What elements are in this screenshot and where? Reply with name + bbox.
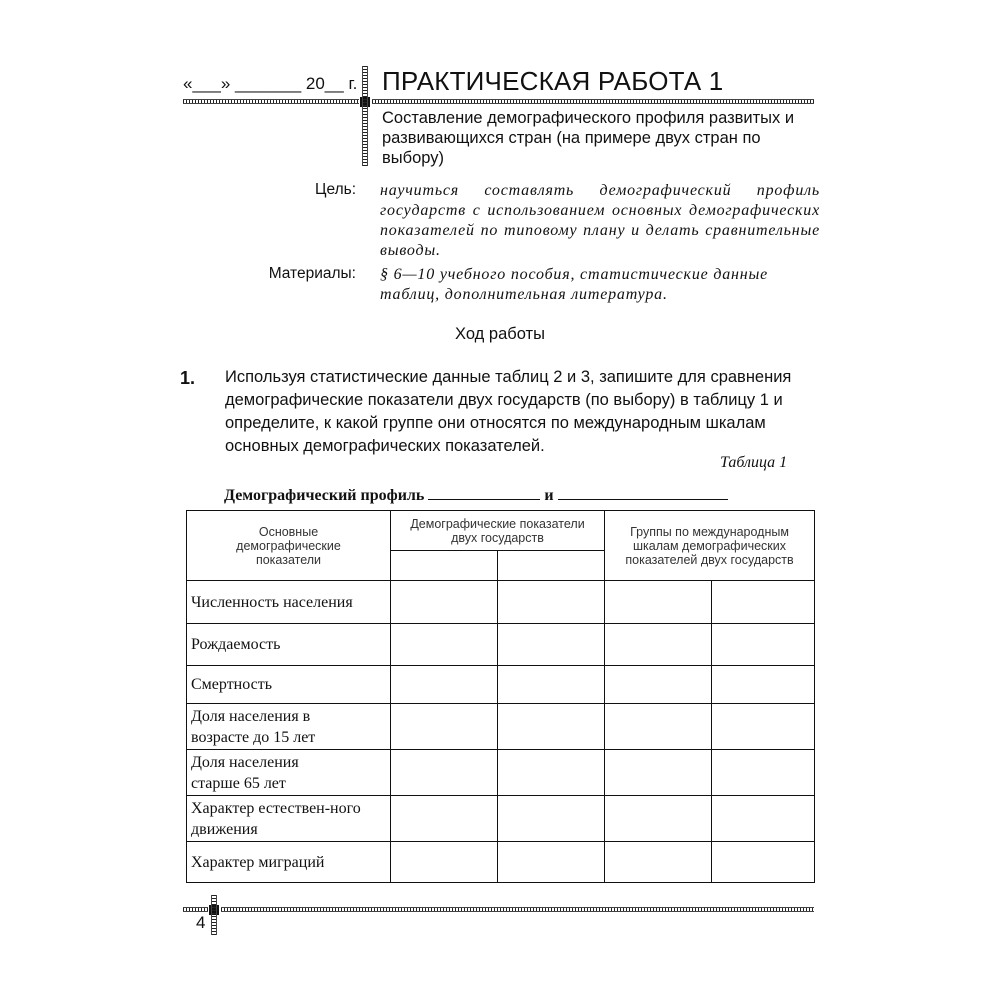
goal-label: Цель: — [315, 181, 356, 198]
footer-rule-right — [221, 907, 814, 912]
task-number: 1. — [180, 368, 196, 388]
footer-vertical-rule — [211, 895, 217, 935]
table-cell[interactable] — [391, 581, 498, 624]
table-cell[interactable] — [605, 581, 712, 624]
table-cell[interactable] — [498, 704, 605, 750]
row-label: Численность населения — [187, 581, 391, 624]
materials-label: Материалы: — [268, 265, 356, 282]
table-row — [187, 704, 815, 750]
table-cell[interactable] — [498, 842, 605, 883]
table-row — [187, 666, 815, 704]
table-cell[interactable] — [498, 750, 605, 796]
table-caption: Таблица 1 — [720, 454, 788, 471]
table-cell[interactable] — [712, 842, 815, 883]
header-indicators-label: Основные демографические показатели — [236, 524, 341, 567]
row-label: Смертность — [187, 666, 391, 704]
page-number: 4 — [196, 913, 206, 932]
table-row — [187, 750, 815, 796]
table-title-prefix: Демографический профиль — [224, 487, 425, 504]
table-cell[interactable] — [712, 750, 815, 796]
header-rule-right — [372, 99, 814, 104]
table-cell[interactable] — [391, 666, 498, 704]
table-row — [187, 842, 815, 883]
row-label: Рождаемость — [187, 624, 391, 666]
date-line: «___» _______ 20__ г. — [183, 74, 358, 93]
header-indicators — [187, 511, 391, 581]
row-label: Доля населения в возрасте до 15 лет — [187, 704, 391, 750]
footer-rule-left — [183, 907, 208, 912]
table-cell[interactable] — [391, 750, 498, 796]
header-country-1[interactable] — [391, 551, 498, 581]
table-title-and: и — [544, 487, 554, 504]
table-cell[interactable] — [605, 842, 712, 883]
page-subtitle: Составление демографического профиля развитых и развивающихся стран (на примере двух стран по выбору) — [382, 109, 795, 167]
row-label: Доля населения старше 65 лет — [187, 750, 391, 796]
header-country-2[interactable] — [498, 551, 605, 581]
page-title: ПРАКТИЧЕСКАЯ РАБОТА 1 — [382, 66, 724, 96]
table-cell[interactable] — [712, 704, 815, 750]
table-cell[interactable] — [712, 624, 815, 666]
header-groups — [605, 511, 815, 581]
row-label: Характер миграций — [187, 842, 391, 883]
table-cell[interactable] — [712, 581, 815, 624]
table-cell[interactable] — [605, 750, 712, 796]
demographic-profile-table — [186, 510, 815, 883]
table-title — [224, 485, 728, 505]
table-cell[interactable] — [391, 624, 498, 666]
table-cell[interactable] — [391, 796, 498, 842]
table-cell[interactable] — [498, 666, 605, 704]
table-cell[interactable] — [712, 796, 815, 842]
table-cell[interactable] — [391, 704, 498, 750]
table-cell[interactable] — [605, 624, 712, 666]
table-cell[interactable] — [498, 581, 605, 624]
materials-text: § 6—10 учебного пособия, статистические данные таблиц, дополнительная литература. — [380, 266, 769, 303]
table-cell[interactable] — [391, 842, 498, 883]
work-heading: Ход работы — [455, 325, 545, 343]
table-row — [187, 796, 815, 842]
goal-text: научиться составлять демографический профиль государств с использованием основных демографических показателей по типовому плану и делать сравнительные выводы. — [380, 182, 820, 259]
header-country-values — [391, 511, 605, 551]
table-row — [187, 581, 815, 624]
row-label: Характер естествен-ного движения — [187, 796, 391, 842]
header-country-values-label: Демографические показатели двух государств — [410, 516, 585, 545]
header-groups-label: Группы по международным шкалам демографических показателей двух государств — [625, 524, 794, 567]
table-cell[interactable] — [605, 796, 712, 842]
table-row — [187, 624, 815, 666]
country-blank-1[interactable] — [428, 485, 540, 500]
table-cell[interactable] — [712, 666, 815, 704]
table-cell[interactable] — [605, 704, 712, 750]
table-cell[interactable] — [498, 624, 605, 666]
country-blank-2[interactable] — [558, 485, 728, 500]
task-text: Используя статистические данные таблиц 2 и 3, запишите для сравнения демографические показатели двух государств (по выбору) в таблицу 1 и определите, к какой группе они относятся по международным шкалам основных демографических показателей. — [225, 368, 792, 455]
header-vertical-rule — [362, 66, 368, 166]
table-cell[interactable] — [498, 796, 605, 842]
header-rule-left — [183, 99, 359, 104]
table-cell[interactable] — [605, 666, 712, 704]
